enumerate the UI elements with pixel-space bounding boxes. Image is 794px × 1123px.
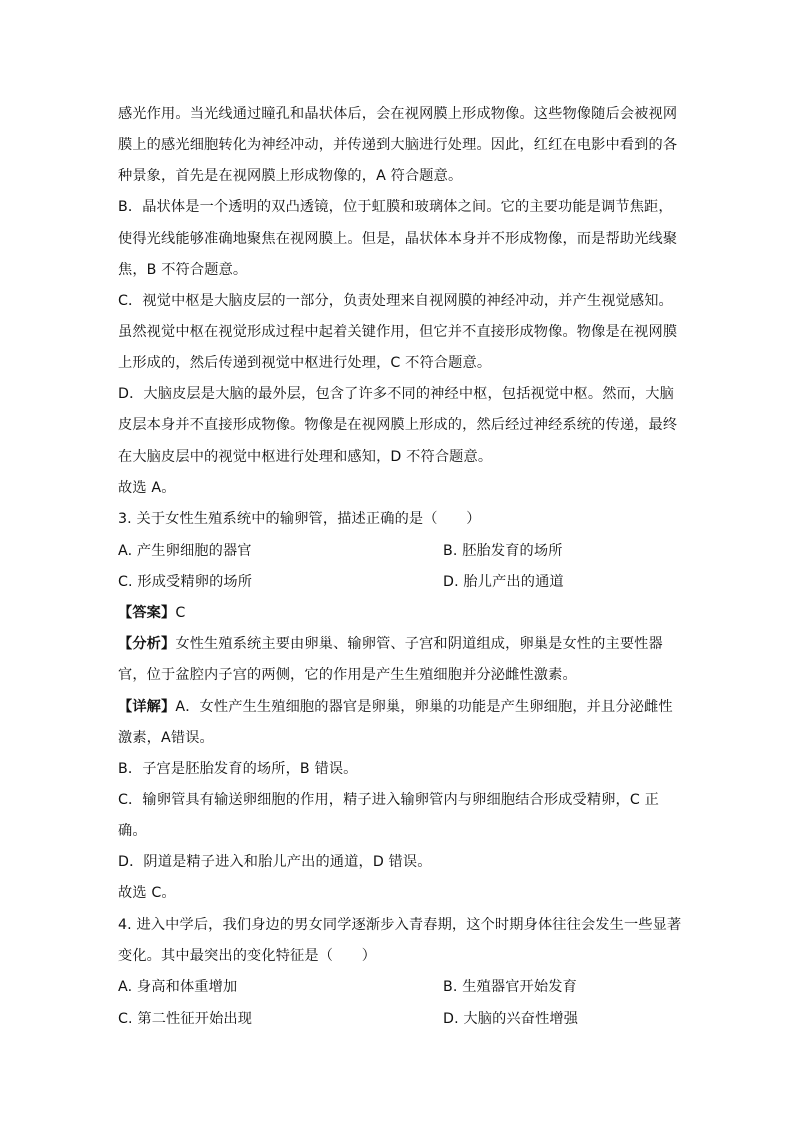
text-line: B．晶状体是一个透明的双凸透镜，位于虹膜和玻璃体之间。它的主要功能是调节焦距， [118, 199, 673, 215]
question-3-stem: 3. 关于女性生殖系统中的输卵管，描述正确的是（ ） [118, 511, 481, 527]
q3-analysis [118, 633, 663, 653]
answer-value: C [175, 605, 186, 621]
text-line: 种景象，首先是在视网膜上形成物像的，A 符合题意。 [118, 168, 463, 184]
text-line: B．子宫是胚胎发育的场所，B 错误。 [118, 761, 358, 777]
detail-text: A．女性产生生殖细胞的器官是卵巢，卵巢的功能是产生卵细胞，并且分泌雌性 [175, 699, 673, 715]
text-line: 感光作用。当光线通过瞳孔和晶状体后，会在视网膜上形成物像。这些物像随后会被视网 [118, 106, 678, 122]
q4-option-c: C. 第二性征开始出现 [118, 1011, 253, 1027]
text-line: C．视觉中枢是大脑皮层的一部分，负责处理来自视网膜的神经冲动，并产生视觉感知。 [118, 293, 673, 309]
text-line: 使得光线能够准确地聚焦在视网膜上。但是，晶状体本身并不形成物像，而是帮助光线聚 [118, 231, 678, 247]
answer-tag: 【答案】 [118, 605, 176, 621]
q3-option-b: B. 胚胎发育的场所 [443, 543, 563, 559]
q4-option-a: A. 身高和体重增加 [118, 979, 238, 995]
text-line: 虽然视觉中枢在视觉形成过程中起着关键作用，但它并不直接形成物像。物像是在视网膜 [118, 324, 678, 340]
text-line: 在大脑皮层中的视觉中枢进行处理和感知，D 不符合题意。 [118, 449, 493, 465]
text-line: D．大脑皮层是大脑的最外层，包含了许多不同的神经中枢，包括视觉中枢。然而，大脑 [118, 386, 674, 402]
detail-tag: 【详解】 [118, 699, 176, 715]
analysis-tag: 【分析】 [118, 636, 176, 652]
text-line: 变化。其中最突出的变化特征是（ ） [118, 948, 377, 964]
q4-option-d: D. 大脑的兴奋性增强 [443, 1011, 579, 1027]
text-line: 官，位于盆腔内子宫的两侧，它的作用是产生生殖细胞并分泌雌性激素。 [118, 667, 577, 683]
q3-option-c: C. 形成受精卵的场所 [118, 574, 253, 590]
q3-option-a: A. 产生卵细胞的器官 [118, 543, 252, 559]
analysis-text: 女性生殖系统主要由卵巢、输卵管、子宫和阴道组成，卵巢是女性的主要性器 [175, 636, 663, 652]
q3-answer [118, 602, 185, 622]
q3-option-d: D. 胎儿产出的通道 [443, 574, 564, 590]
q4-option-b: B. 生殖器官开始发育 [443, 979, 577, 995]
text-line: 故选 A。 [118, 480, 176, 496]
text-line: 故选 C。 [118, 885, 176, 901]
text-line: 焦，B 不符合题意。 [118, 262, 248, 278]
text-line: 膜上的感光细胞转化为神经冲动，并传递到大脑进行处理。因此，红红在电影中看到的各 [118, 137, 678, 153]
text-line: 上形成的，然后传递到视觉中枢进行处理，C 不符合题意。 [118, 355, 492, 371]
text-line: 激素，A错误。 [118, 730, 214, 746]
question-4-stem: 4. 进入中学后，我们身边的男女同学逐渐步入青春期，这个时期身体往往会发生一些显著 [118, 917, 682, 933]
text-line: 皮层本身并不直接形成物像。物像是在视网膜上形成的，然后经过神经系统的传递，最终 [118, 417, 678, 433]
text-line: C．输卵管具有输送卵细胞的作用，精子进入输卵管内与卵细胞结合形成受精卵，C 正 [118, 792, 659, 808]
text-line: 确。 [118, 823, 147, 839]
q3-detail [118, 696, 673, 716]
text-line: D．阴道是精子进入和胎儿产出的通道，D 错误。 [118, 854, 432, 870]
